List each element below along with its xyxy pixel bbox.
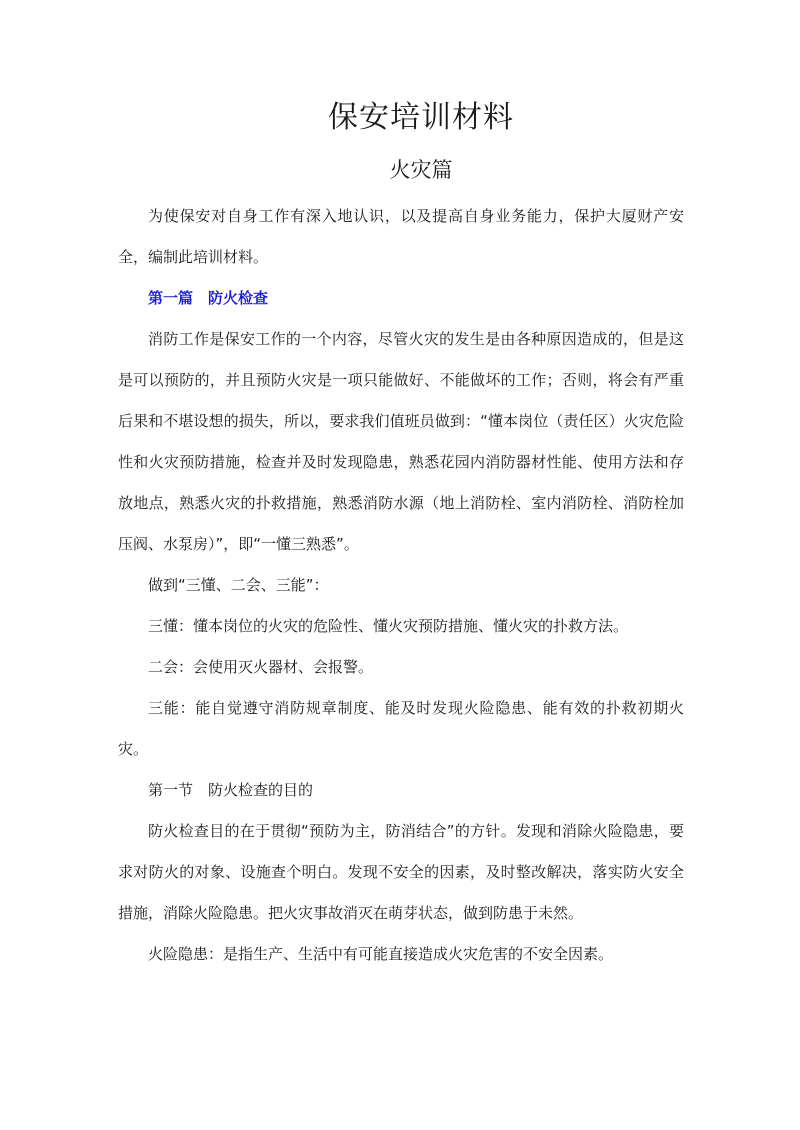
section-paragraph: 防火检查目的在于贯彻“预防为主，防消结合”的方针。发现和消除火险隐患，要求对防火的对象、设施查个明白。发现不安全的因素，及时整改解决，落实防火安全措施，消除火险隐患。把火灾事故消灭在萌芽状态，做到防患于未然。 xyxy=(118,822,684,922)
body-paragraph: 消防工作是保安工作的一个内容，尽管火灾的发生是由各种原因造成的，但是这是可以预防的，并且预防火灾是一项只能做好、不能做坏的工作；否则，将会有严重后果和不堪设想的损失，所以，要求我们值班员做到：“懂本岗位（责任区）火灾危险性和火灾预防措施，检查并及时发现隐患，熟悉花园内消防器材性能、使用方法和存放地点，熟悉火灾的扑救措施，熟悉消防水源（地上消防栓、室内消防栓、消防栓加压阀、水泵房）”，即“一懂三熟悉”。 xyxy=(118,330,684,553)
body-paragraph: 三能：能自觉遵守消防规章制度、能及时发现火险隐患、能有效的扑救初期火灾。 xyxy=(118,699,684,758)
body-paragraph: 二会：会使用灭火器材、会报警。 xyxy=(148,658,374,676)
intro-paragraph: 为使保安对自身工作有深入地认识，以及提高自身业务能力，保护大厦财产安全，编制此培训材料。 xyxy=(118,207,684,266)
body-paragraph: 做到“三懂、二会、三能”： xyxy=(148,576,329,594)
document-subtitle: 火灾篇 xyxy=(389,158,453,182)
section-heading: 第一节 防火检查的目的 xyxy=(148,781,314,799)
section-paragraph: 火险隐患：是指生产、生活中有可能直接造成火灾危害的不安全因素。 xyxy=(148,945,614,963)
chapter-heading: 第一篇 防火检查 xyxy=(148,289,269,307)
document-title: 保安培训材料 xyxy=(328,100,514,135)
document-page xyxy=(118,92,684,975)
body-paragraph: 三懂：懂本岗位的火灾的危险性、懂火灾预防措施、懂火灾的扑救方法。 xyxy=(148,617,629,635)
